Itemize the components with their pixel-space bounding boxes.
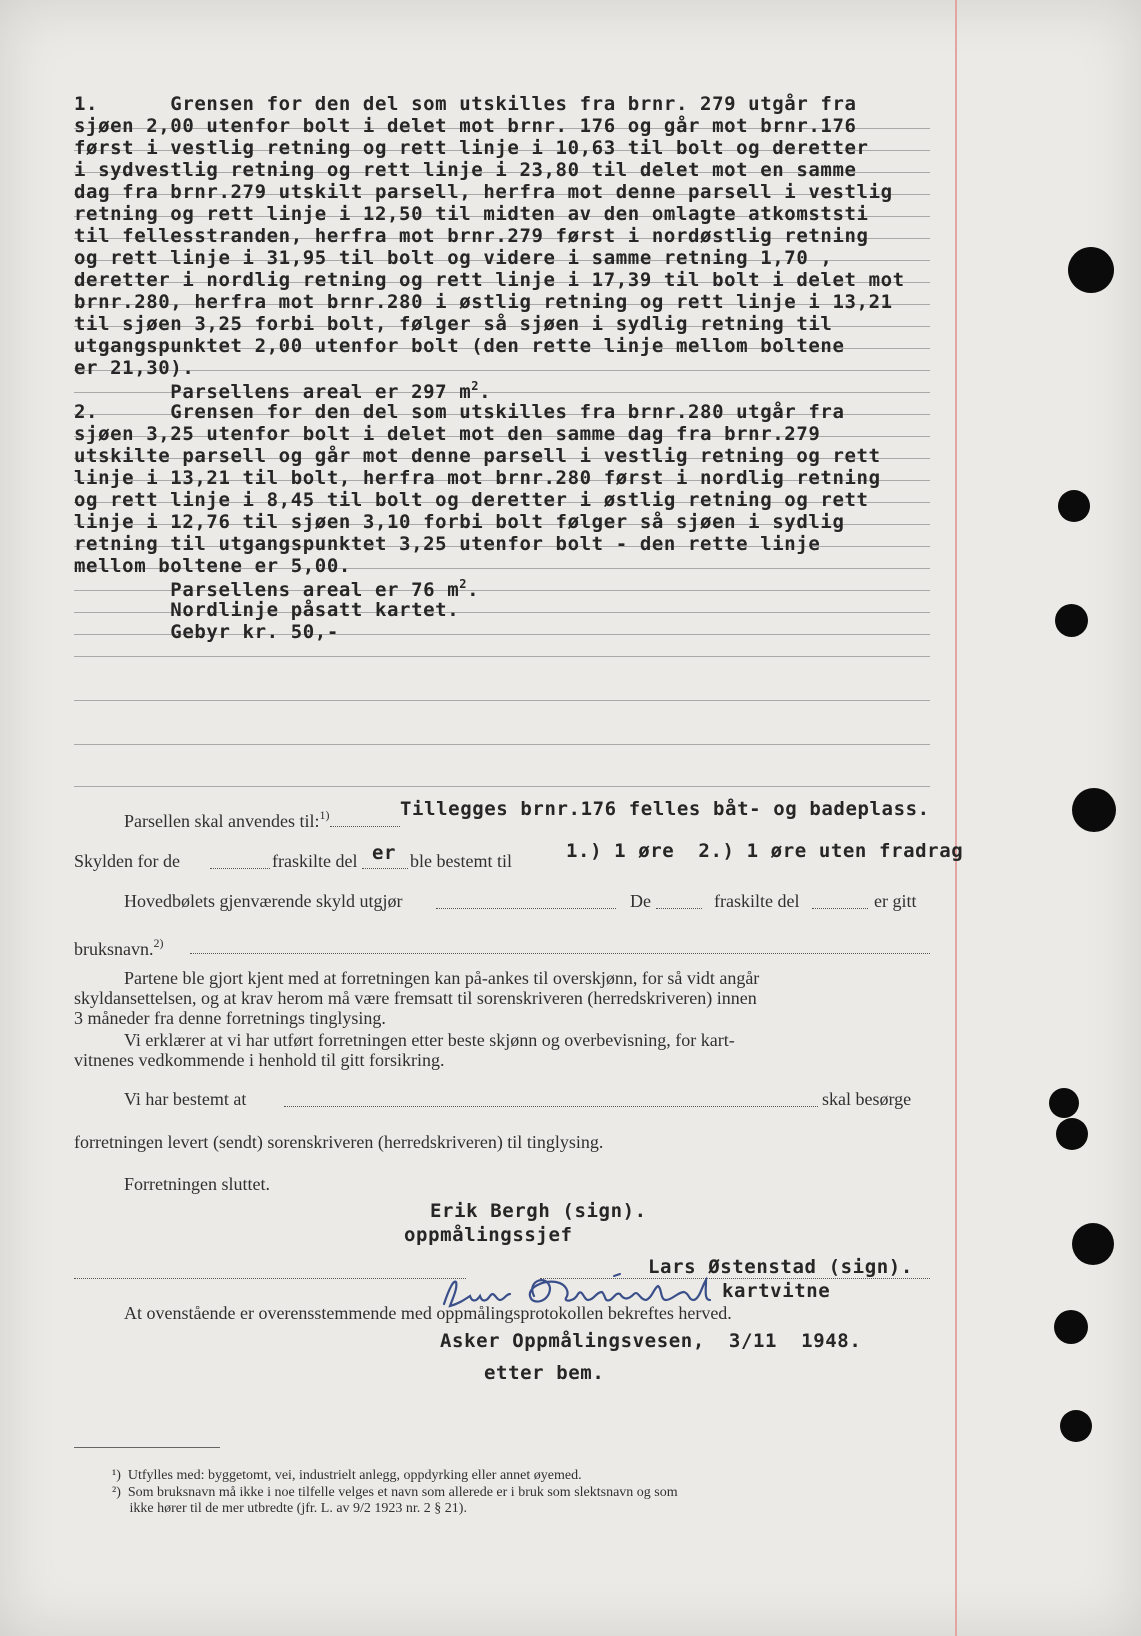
- typed-line: sjøen 3,25 utenfor bolt i delet mot den samme dag fra brnr.279: [74, 423, 821, 445]
- bestemt-besorge: skal besørge: [822, 1089, 912, 1109]
- punch-hole: [1054, 1310, 1088, 1344]
- dotted-fill: [656, 908, 702, 909]
- typed-line: 2. Grensen for den del som utskilles fra brnr.280 utgår fra: [74, 401, 845, 423]
- nordlinje-note: Nordlinje påsatt kartet.: [74, 599, 460, 621]
- fee-note: Gebyr kr. 50,-: [74, 621, 339, 643]
- erklaering-line: Vi erklærer at vi har utført forretningen etter beste skjønn og overbevisning, for kart-: [124, 1030, 735, 1050]
- area-text: Parsellens areal er 297 m: [74, 381, 472, 403]
- hoved-fraskilte: fraskilte del: [714, 891, 800, 911]
- ruled-line: [74, 744, 930, 745]
- punch-hole: [1055, 604, 1088, 637]
- bruksnavn-label: [74, 936, 164, 960]
- typed-line: sjøen 2,00 utenfor bolt i delet mot brnr. 176 og går mot brnr.176: [74, 115, 857, 137]
- ruled-line: [74, 656, 930, 657]
- hoved-de: De: [630, 891, 651, 911]
- typed-line: dag fra brnr.279 utskilt parsell, herfra mot denne parsell i vestlig: [74, 181, 893, 203]
- hoved-gitt: er gitt: [874, 891, 917, 911]
- hoved-label: Hovedbølets gjenværende skyld utgjør: [124, 891, 403, 911]
- skyld-label-b: fraskilte del: [272, 851, 358, 871]
- squared-mark: 2: [471, 379, 480, 393]
- etter-bem: etter bem.: [484, 1362, 605, 1384]
- erklaering-line: vitnenes vedkommende i henhold til gitt forsikring.: [74, 1050, 445, 1070]
- confirmation-text: At ovenstående er overensstemmende med oppmålingsprotokollen bekreftes herved.: [124, 1303, 732, 1323]
- sluttet-text: Forretningen sluttet.: [124, 1174, 270, 1194]
- typed-line: retning til utgangspunktet 3,25 utenfor bolt - den rette linje: [74, 533, 821, 555]
- dotted-fill: [362, 868, 408, 869]
- squared-mark: 2: [459, 577, 468, 591]
- bestemt-label: Vi har bestemt at: [124, 1089, 247, 1109]
- partene-line: Partene ble gjort kjent med at forretningen kan på-ankes til overskjønn, for så vidt angår: [124, 968, 760, 988]
- typed-line: til sjøen 3,25 forbi bolt, følger så sjøen i sydlig retning til: [74, 313, 833, 335]
- dotted-fill: [436, 908, 616, 909]
- place-date: Asker Oppmålingsvesen, 3/11 1948.: [440, 1330, 862, 1352]
- skyld-value: 1.) 1 øre 2.) 1 øre uten fradrag: [566, 840, 964, 862]
- typed-line: i sydvestlig retning og rett linje i 23,80 til delet mot en samme: [74, 159, 857, 181]
- dotted-fill: [210, 868, 270, 869]
- ruled-line: [74, 786, 930, 787]
- signature-2-name: Lars Østenstad (sign).: [648, 1256, 913, 1278]
- typed-line: utskilte parsell og går mot denne parsell i vestlig retning og rett: [74, 445, 881, 467]
- typed-line: mellom boltene er 5,00.: [74, 555, 351, 577]
- typed-line: først i vestlig retning og rett linje i 10,63 til bolt og deretter: [74, 137, 869, 159]
- handwritten-signature: [438, 1266, 728, 1324]
- skyld-er: er: [372, 842, 397, 864]
- signature-line: [74, 1278, 466, 1279]
- use-value: Tillegges brnr.176 felles båt- og badeplass.: [400, 798, 930, 820]
- footnote-2: ²) Som bruksnavn må ikke i noe tilfelle velges et navn som allerede er i bruk som slektsnavn og som: [112, 1485, 678, 1500]
- margin-line: [955, 0, 957, 1636]
- area-dot: .: [479, 381, 492, 403]
- typed-line: linje i 13,21 til bolt, herfra mot brnr.280 først i nordlig retning: [74, 467, 881, 489]
- typed-line: brnr.280, herfra mot brnr.280 i østlig retning og rett linje i 13,21: [74, 291, 893, 313]
- dotted-fill: [190, 953, 930, 954]
- footnote-1: ¹) Utfylles med: byggetomt, vei, industrielt anlegg, oppdyrking eller annet øyemed.: [112, 1468, 582, 1483]
- partene-line: skyldansettelsen, og at krav herom må være fremsatt til sorenskriveren (herredskriveren) innen: [74, 988, 757, 1008]
- typed-line: deretter i nordlig retning og rett linje i 17,39 til bolt i delet mot: [74, 269, 905, 291]
- typed-line: til fellesstranden, herfra mot brnr.279 først i nordøstlig retning: [74, 225, 869, 247]
- area-text: Parsellens areal er 76 m: [74, 579, 460, 601]
- typed-line: 1. Grensen for den del som utskilles fra brnr. 279 utgår fra: [74, 93, 857, 115]
- punch-hole: [1072, 1223, 1114, 1265]
- parcel-area-2: [74, 577, 479, 601]
- punch-hole: [1068, 247, 1114, 293]
- skyld-label-c: ble bestemt til: [410, 851, 512, 871]
- punch-hole: [1060, 1410, 1092, 1442]
- ruled-line: [74, 370, 930, 371]
- partene-line: 3 måneder fra denne forretnings tinglysing.: [74, 1008, 386, 1028]
- footnote-ref: 2): [153, 936, 164, 950]
- bruksnavn-text: bruksnavn.: [74, 939, 154, 959]
- punch-hole: [1058, 490, 1090, 522]
- typed-line: utgangspunktet 2,00 utenfor bolt (den rette linje mellom boltene: [74, 335, 845, 357]
- typed-line: og rett linje i 31,95 til bolt og videre i samme retning 1,70 ,: [74, 247, 833, 269]
- signature-1-name: Erik Bergh (sign).: [430, 1200, 647, 1222]
- use-label: [124, 808, 329, 832]
- typed-line: retning og rett linje i 12,50 til midten av den omlagte atkomststi: [74, 203, 869, 225]
- footnote-ref: 1): [319, 808, 330, 822]
- punch-hole: [1072, 788, 1116, 832]
- typed-line: og rett linje i 8,45 til bolt og deretter i østlig retning og rett: [74, 489, 869, 511]
- use-label-text: Parsellen skal anvendes til:: [124, 811, 320, 831]
- dotted-fill: [812, 908, 868, 909]
- dotted-fill: [330, 826, 400, 827]
- parcel-area-1: [74, 379, 491, 403]
- dotted-fill: [284, 1106, 818, 1107]
- footnote-rule: [74, 1447, 220, 1448]
- signature-1-title: oppmålingssjef: [404, 1224, 573, 1246]
- typed-line: er 21,30).: [74, 357, 195, 379]
- area-dot: .: [467, 579, 480, 601]
- punch-hole: [1049, 1088, 1079, 1118]
- skyld-label-a: Skylden for de: [74, 851, 180, 871]
- bestemt-line: forretningen levert (sendt) sorenskriveren (herredskriveren) til tinglysing.: [74, 1132, 604, 1152]
- punch-hole: [1056, 1118, 1088, 1150]
- footnote-2-cont: ikke hører til de mer utbredte (jfr. L. av 9/2 1923 nr. 2 § 21).: [112, 1501, 467, 1516]
- typed-line: linje i 12,76 til sjøen 3,10 forbi bolt følger så sjøen i sydlig: [74, 511, 845, 533]
- ruled-line: [74, 700, 930, 701]
- signature-2-title: kartvitne: [722, 1280, 831, 1302]
